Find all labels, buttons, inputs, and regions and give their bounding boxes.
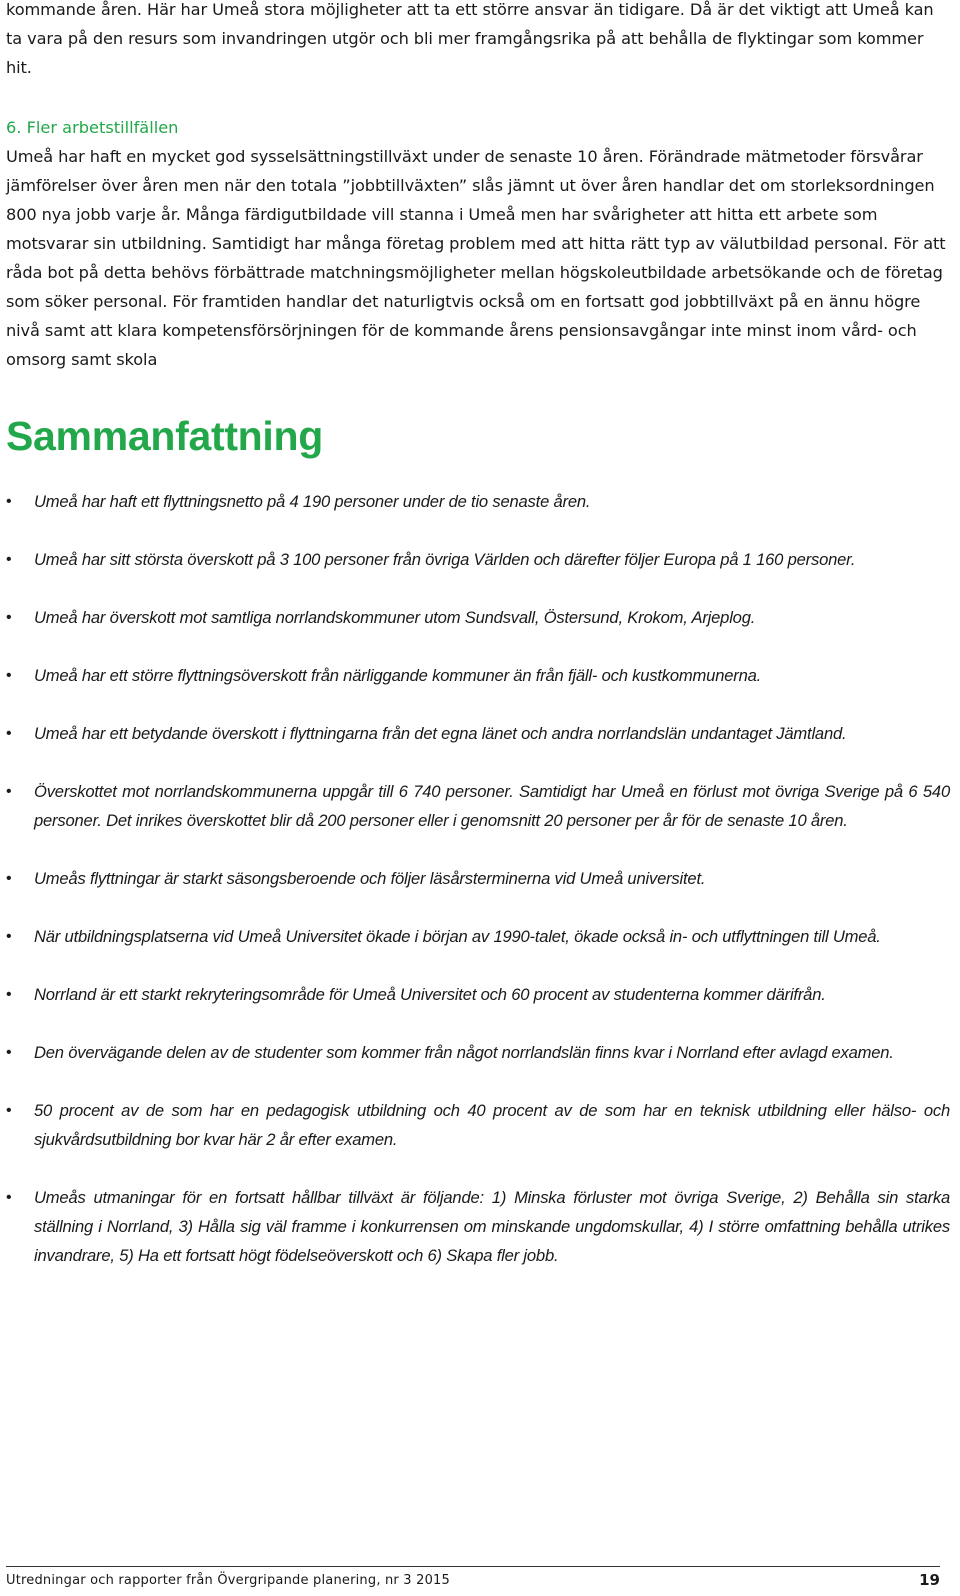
list-item-text: Umeå har haft ett flyttningsnetto på 4 190 personer under de tio senaste åren. <box>34 492 591 511</box>
list-item <box>6 1183 950 1270</box>
bullet-icon: • <box>6 609 12 626</box>
list-item <box>6 719 950 748</box>
bullet-icon: • <box>6 870 12 887</box>
bullet-icon: • <box>6 551 12 568</box>
list-item-text: Umeå har sitt största överskott på 3 100 personer från övriga Världen och därefter följer Europa på 1 160 personer. <box>34 550 856 569</box>
list-item <box>6 922 950 951</box>
bullet-icon: • <box>6 928 12 945</box>
bullet-icon: • <box>6 493 12 510</box>
list-item-text: 50 procent av de som har en pedagogisk utbildning och 40 procent av de som har en teknisk utbildning eller hälso- och sjukvårdsutbildning bor kvar här 2 år efter examen. <box>34 1101 950 1149</box>
list-item <box>6 661 950 690</box>
list-item <box>6 487 950 516</box>
list-item <box>6 1096 950 1154</box>
bullet-icon: • <box>6 667 12 684</box>
list-item <box>6 603 950 632</box>
section-body-paragraph: Umeå har haft en mycket god sysselsättningstillväxt under de senaste 10 åren. Förändrade mätmetoder försvårar jämförelser över åren men när den totala ”jobbtillväxten” slås jämnt ut över åren handlar det om storleksordningen 800 nya jobb varje år. Många färdigutbildade vill stanna i Umeå men har svårigheter att hitta ett arbete som motsvarar sin utbildning. Samtidigt har många företag problem med att hitta rätt typ av välutbildad personal. För att råda bot på detta behövs förbättrade matchningsmöjligheter mellan högskoleutbildade arbetsökande och de företag som söker personal. För framtiden handlar det naturligtvis också om en fortsatt god jobbtillväxt på en ännu högre nivå samt att klara kompetensförsörjningen för de kommande årens pensionsavgångar inte minst inom vård- och omsorg samt skola <box>6 147 946 369</box>
summary-title: Sammanfattning <box>6 413 323 459</box>
bullet-icon: • <box>6 783 12 800</box>
bullet-icon: • <box>6 725 12 742</box>
list-item-text: Umeås flyttningar är starkt säsongsberoende och följer läsårsterminerna vid Umeå universitet. <box>34 869 706 888</box>
list-item <box>6 864 950 893</box>
list-item <box>6 980 950 1009</box>
list-item-text: Norrland är ett starkt rekryteringsområde för Umeå Universitet och 60 procent av studenterna kommer därifrån. <box>34 985 826 1004</box>
bullet-icon: • <box>6 1102 12 1119</box>
list-item <box>6 777 950 835</box>
intro-paragraph: kommande åren. Här har Umeå stora möjligheter att ta ett större ansvar än tidigare. Då är det viktigt att Umeå kan ta vara på den resurs som invandringen utgör och bli mer framgångsrika på att behålla de flyktingar som kommer hit. <box>6 0 934 77</box>
list-item <box>6 545 950 574</box>
list-item-text: Umeå har ett större flyttningsöverskott från närliggande kommuner än från fjäll- och kustkommunerna. <box>34 666 762 685</box>
bullet-icon: • <box>6 986 12 1003</box>
section-heading: 6. Fler arbetstillfällen <box>6 118 179 137</box>
list-item-text: Den övervägande delen av de studenter som kommer från något norrlandslän finns kvar i Norrland efter avlagd examen. <box>34 1043 894 1062</box>
page-number: 19 <box>919 1571 940 1589</box>
list-item-text: Umeås utmaningar för en fortsatt hållbar tillväxt är följande: 1) Minska förluster mot övriga Sverige, 2) Behålla sin starka ställning i Norrland, 3) Hålla sig väl framme i konkurrensen om minskande ungdomskullar, 4) I större omfattning behålla utrikes invandrare, 5) Ha ett fortsatt högt födelseöverskott och 6) Skapa fler jobb. <box>34 1188 950 1265</box>
page-footer <box>6 1566 940 1591</box>
list-item-text: Umeå har överskott mot samtliga norrlandskommuner utom Sundsvall, Östersund, Krokom, Arjeplog. <box>34 608 756 627</box>
list-item-text: Umeå har ett betydande överskott i flyttningarna från det egna länet och andra norrlandslän undantaget Jämtland. <box>34 724 847 743</box>
list-item <box>6 1038 950 1067</box>
list-item-text: Överskottet mot norrlandskommunerna uppgår till 6 740 personer. Samtidigt har Umeå en förlust mot övriga Sverige på 6 540 personer. Det inrikes överskottet blir då 200 personer eller i genomsnitt 20 personer per år för de senaste 10 åren. <box>34 782 950 830</box>
footer-publication-text: Utredningar och rapporter från Övergripande planering, nr 3 2015 <box>6 1573 450 1588</box>
bullet-icon: • <box>6 1044 12 1061</box>
bullet-icon: • <box>6 1189 12 1206</box>
list-item-text: När utbildningsplatserna vid Umeå Universitet ökade i början av 1990-talet, ökade också in- och utflyttningen till Umeå. <box>34 927 881 946</box>
summary-list <box>6 487 950 1299</box>
